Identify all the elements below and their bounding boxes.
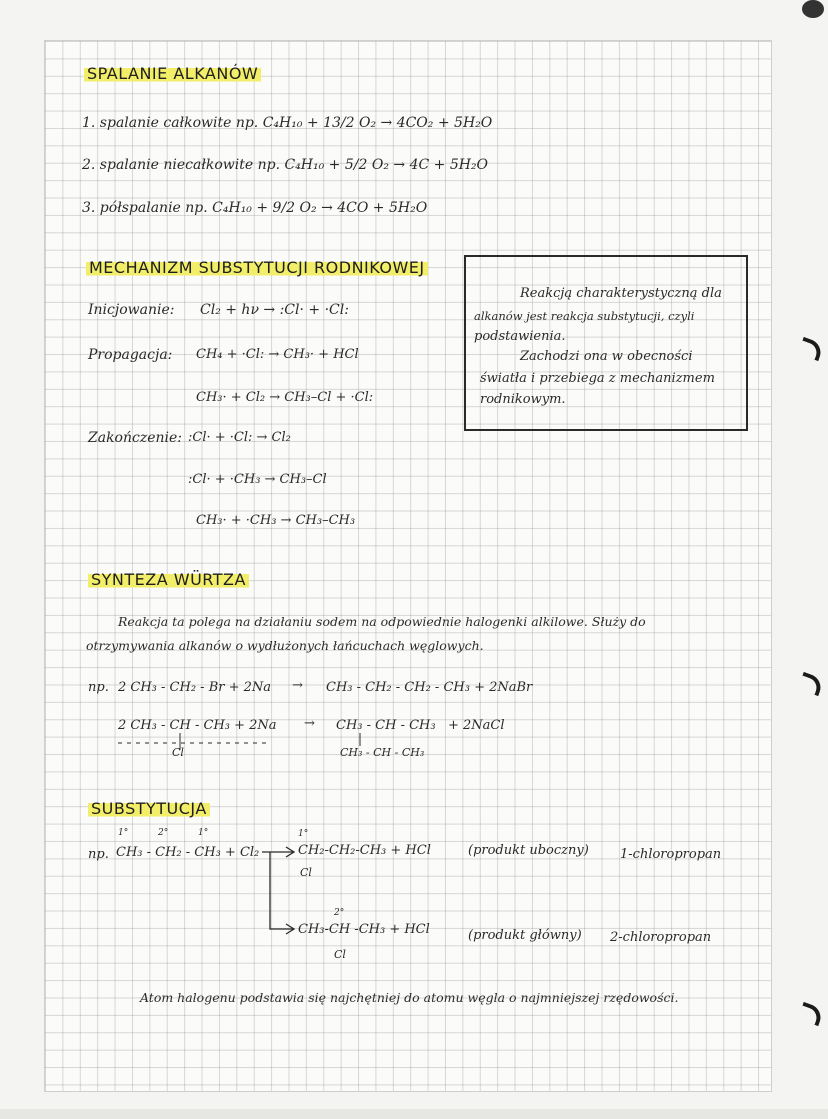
substitution-conclusion: Atom halogenu podstawia się najchętniej do atomu węgla o najmniejszej rzędowości. (140, 990, 679, 1005)
section-title-mechanism: MECHANIZM SUBSTYTUCJI RODNIKOWEJ (86, 258, 428, 277)
initiation-label: Inicjowanie: (88, 302, 175, 318)
section-title-substitution: SUBSTYTUCJA (88, 799, 210, 818)
wurtz-example-2-right: CH₃ - CH - CH₃ (336, 718, 436, 733)
product-2: CH₃-CH -CH₃ + HCl (298, 922, 430, 937)
combustion-item-3: 3. półspalanie np. C₄H₁₀ + 9/2 O₂ → 4CO + 5H₂O (82, 200, 428, 216)
wurtz-example-2-substituent: Cl (172, 746, 184, 759)
propagation-label: Propagacja: (88, 347, 173, 363)
initiation-equation: Cl₂ + hν → :Cl· + ·Cl: (200, 302, 349, 318)
wurtz-example-2-branch: CH₃ - CH - CH₃ (340, 746, 425, 759)
wurtz-example-1-left: 2 CH₃ - CH₂ - Br + 2Na (118, 680, 272, 695)
wurtz-example-2-byproduct: + 2NaCl (448, 718, 505, 733)
termination-equation-3: CH₃· + ·CH₃ → CH₃–CH₃ (196, 513, 356, 528)
propagation-equation-1: CH₄ + ·Cl: → CH₃· + HCl (196, 347, 359, 362)
product-2-order: 2° (334, 908, 345, 918)
section-title-wurtz: SYNTEZA WÜRTZA (88, 570, 249, 589)
note-line-4: Zachodzi ona w obecności (520, 349, 693, 364)
note-line-5: światła i przebiega z mechanizmem (480, 371, 715, 386)
termination-label: Zakończenie: (88, 430, 183, 446)
note-line-3: podstawienia. (474, 329, 566, 344)
product-1-order: 1° (298, 829, 309, 839)
wurtz-description-1: Reakcja ta polega na działaniu sodem na odpowiednie halogenki alkilowe. Służy do (118, 614, 646, 629)
product-1-name: 1-chloropropan (620, 847, 722, 862)
order-label-2: 2° (158, 828, 169, 838)
product-1-chlorine: Cl (300, 866, 312, 879)
product-1-note: (produkt uboczny) (468, 843, 589, 858)
product-2-name: 2-chloropropan (610, 930, 712, 945)
substitution-reactants: CH₃ - CH₂ - CH₃ + Cl₂ (116, 845, 260, 860)
order-label-1: 1° (118, 828, 129, 838)
wurtz-example-1-arrow: → (292, 678, 303, 693)
termination-equation-1: :Cl· + ·Cl: → Cl₂ (188, 430, 291, 445)
section-title-combustion: SPALANIE ALKANÓW (84, 64, 261, 83)
combustion-item-1: 1. spalanie całkowite np. C₄H₁₀ + 13/2 O₂ → 4CO₂ + 5H₂O (82, 115, 493, 131)
propagation-equation-2: CH₃· + Cl₂ → CH₃–Cl + ·Cl: (196, 390, 374, 405)
termination-equation-2: :Cl· + ·CH₃ → CH₃–Cl (188, 472, 327, 487)
product-2-chlorine: Cl (334, 948, 346, 961)
product-2-note: (produkt główny) (468, 928, 582, 943)
wurtz-example-prefix: np. (88, 680, 109, 695)
note-line-1: Reakcją charakterystyczną dla (520, 286, 722, 301)
product-1: CH₂-CH₂-CH₃ + HCl (298, 843, 431, 858)
note-line-2: alkanów jest reakcja substytucji, czyli (474, 309, 695, 323)
order-label-3: 1° (198, 828, 209, 838)
wurtz-example-2-left: 2 CH₃ - CH - CH₃ + 2Na (118, 718, 277, 733)
wurtz-example-1-right: CH₃ - CH₂ - CH₂ - CH₃ + 2NaBr (326, 680, 533, 695)
wurtz-example-2-arrow: → (304, 716, 315, 731)
combustion-item-2: 2. spalanie niecałkowite np. C₄H₁₀ + 5/2 O₂ → 4C + 5H₂O (82, 157, 489, 173)
substitution-prefix: np. (88, 847, 109, 862)
wurtz-description-2: otrzymywania alkanów o wydłużonych łańcuchach węglowych. (86, 638, 484, 653)
note-line-6: rodnikowym. (480, 392, 566, 407)
